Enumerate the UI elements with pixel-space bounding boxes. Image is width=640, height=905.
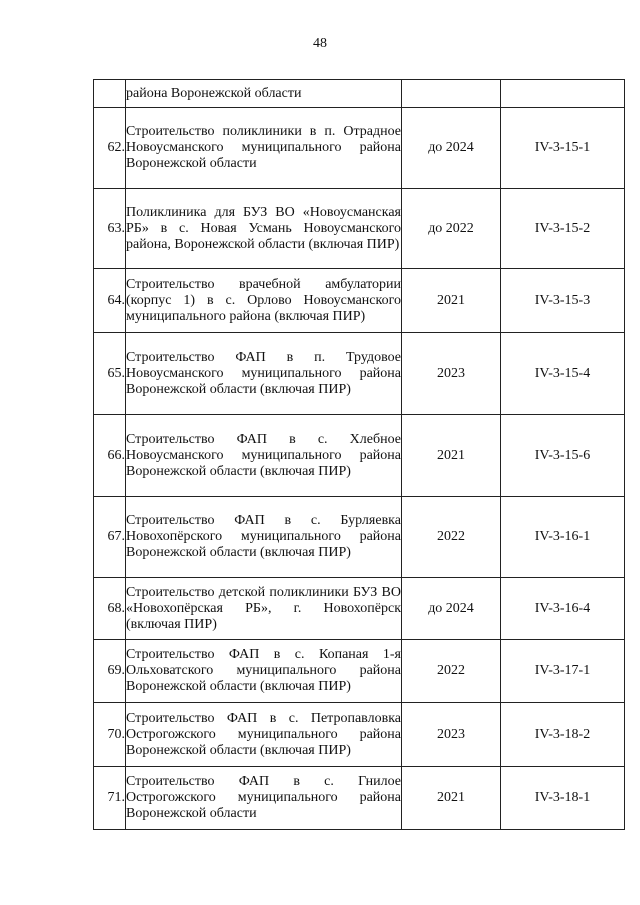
- project-description: района Воронежской области: [126, 80, 402, 108]
- construction-projects-table: [93, 79, 625, 830]
- project-description: Строительство детской поликлиники БУЗ ВО «Новохопёрская РБ», г. Новохопёрск (включая ПИР): [126, 578, 402, 640]
- row-number: 65.: [94, 333, 126, 415]
- row-number: 62.: [94, 108, 126, 189]
- project-code: IV-3-15-4: [501, 333, 625, 415]
- project-description: Строительство ФАП в с. Гнилое Острогожского муниципального района Воронежской области: [126, 767, 402, 830]
- completion-year: 2021: [402, 269, 501, 333]
- row-number: 67.: [94, 497, 126, 578]
- project-description: Строительство ФАП в с. Копаная 1-я Ольховатского муниципального района Воронежской области (включая ПИР): [126, 640, 402, 703]
- project-code: IV-3-18-2: [501, 703, 625, 767]
- table-row: [94, 189, 625, 269]
- table-row: [94, 333, 625, 415]
- completion-year: 2023: [402, 703, 501, 767]
- table-row: [94, 640, 625, 703]
- project-description: Поликлиника для БУЗ ВО «Новоусманская РБ» в с. Новая Усмань Новоусманского района, Воронежской области (включая ПИР): [126, 189, 402, 269]
- row-number: 66.: [94, 415, 126, 497]
- table-row: [94, 108, 625, 189]
- row-number: 63.: [94, 189, 126, 269]
- completion-year: 2023: [402, 333, 501, 415]
- row-number: 68.: [94, 578, 126, 640]
- table-row: [94, 578, 625, 640]
- project-code: IV-3-15-2: [501, 189, 625, 269]
- completion-year: до 2024: [402, 108, 501, 189]
- completion-year: 2022: [402, 640, 501, 703]
- project-code: [501, 80, 625, 108]
- table-row: [94, 703, 625, 767]
- completion-year: до 2024: [402, 578, 501, 640]
- project-description: Строительство врачебной амбулатории (корпус 1) в с. Орлово Новоусманского муниципального района (включая ПИР): [126, 269, 402, 333]
- project-description: Строительство ФАП в с. Бурляевка Новохопёрского муниципального района Воронежской области (включая ПИР): [126, 497, 402, 578]
- table-row: [94, 767, 625, 830]
- row-number: 71.: [94, 767, 126, 830]
- project-description: Строительство ФАП в с. Петропавловка Острогожского муниципального района Воронежской области (включая ПИР): [126, 703, 402, 767]
- project-code: IV-3-15-3: [501, 269, 625, 333]
- table-row: [94, 80, 625, 108]
- project-code: IV-3-17-1: [501, 640, 625, 703]
- completion-year: 2021: [402, 415, 501, 497]
- row-number: 64.: [94, 269, 126, 333]
- completion-year: 2021: [402, 767, 501, 830]
- table-row: [94, 269, 625, 333]
- project-description: Строительство ФАП в с. Хлебное Новоусманского муниципального района Воронежской области (включая ПИР): [126, 415, 402, 497]
- completion-year: до 2022: [402, 189, 501, 269]
- project-code: IV-3-16-4: [501, 578, 625, 640]
- table-row: [94, 497, 625, 578]
- completion-year: 2022: [402, 497, 501, 578]
- completion-year: [402, 80, 501, 108]
- page-number: 48: [313, 36, 327, 51]
- row-number: [94, 80, 126, 108]
- project-code: IV-3-18-1: [501, 767, 625, 830]
- project-code: IV-3-16-1: [501, 497, 625, 578]
- project-description: Строительство ФАП в п. Трудовое Новоусманского муниципального района Воронежской области (включая ПИР): [126, 333, 402, 415]
- project-description: Строительство поликлиники в п. Отрадное Новоусманского муниципального района Воронежской области: [126, 108, 402, 189]
- project-code: IV-3-15-6: [501, 415, 625, 497]
- project-code: IV-3-15-1: [501, 108, 625, 189]
- table-row: [94, 415, 625, 497]
- row-number: 70.: [94, 703, 126, 767]
- row-number: 69.: [94, 640, 126, 703]
